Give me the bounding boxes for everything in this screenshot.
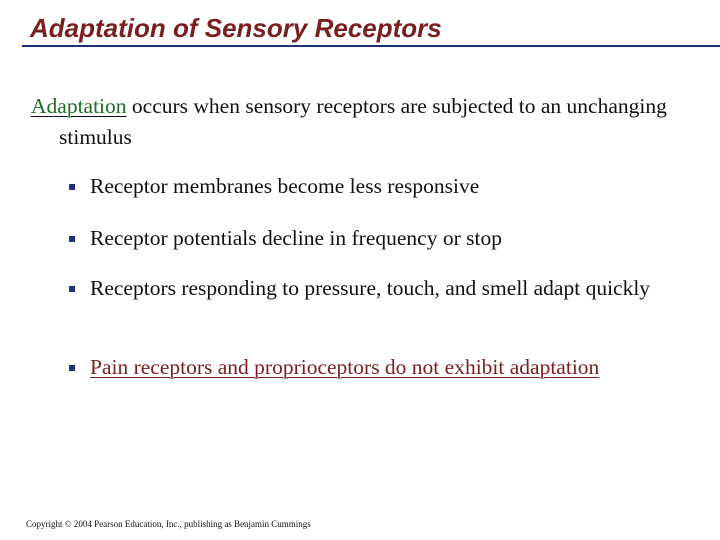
lead-paragraph (31, 91, 720, 153)
slide-title: Adaptation of Sensory Receptors (30, 13, 442, 43)
bullet-text: Receptor potentials decline in frequency or stop (90, 226, 502, 250)
square-bullet-icon: ▪ (68, 231, 77, 245)
bullet-text: Receptor membranes become less responsive (90, 174, 480, 198)
lead-text: occurs when sensory receptors are subjected to an unchanging stimulus (59, 94, 667, 149)
bullet-item-4[interactable] (68, 352, 698, 383)
pain-receptors-link[interactable]: Pain receptors and proprioceptors do not exhibit adaptation (90, 355, 600, 379)
square-bullet-icon: ▪ (68, 179, 77, 193)
bullet-text: Receptors responding to pressure, touch, and smell adapt quickly (90, 276, 651, 300)
square-bullet-icon: ▪ (68, 281, 77, 295)
bullet-item-2 (68, 223, 698, 254)
adaptation-term-link[interactable]: Adaptation (31, 94, 127, 118)
square-bullet-icon: ▪ (68, 360, 77, 374)
title-underline-rule (22, 45, 720, 47)
bullet-item-1 (68, 171, 698, 202)
copyright-footer: Copyright © 2004 Pearson Education, Inc., publishing as Benjamin Cummings (26, 519, 311, 529)
bullet-item-3 (68, 273, 698, 304)
